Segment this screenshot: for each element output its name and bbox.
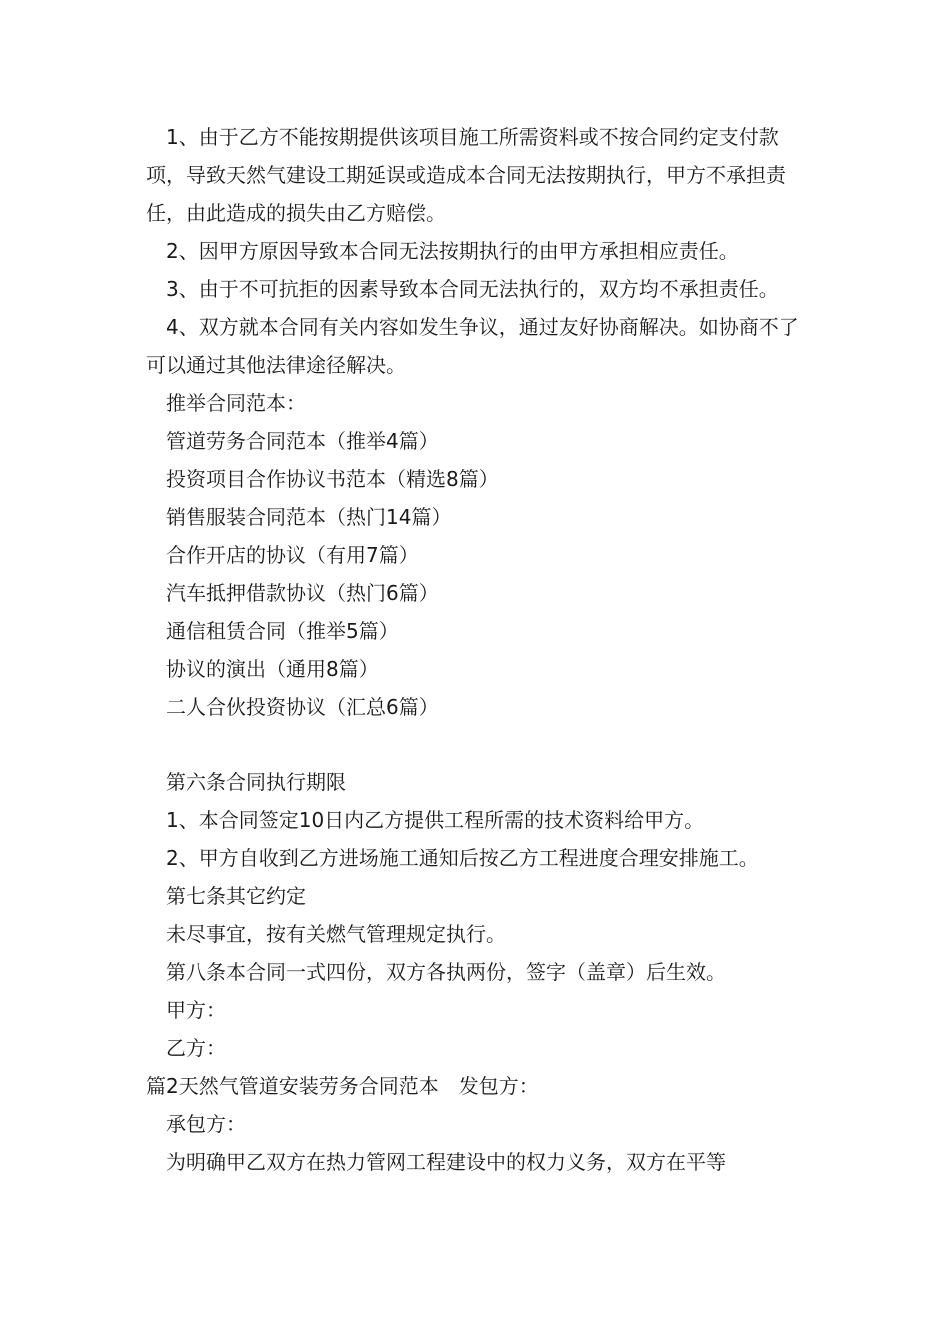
clause-3: 3、由于不可抗拒的因素导致本合同无法执行的，双方均不承担责任。 xyxy=(166,277,779,301)
party-b-signature: 乙方： xyxy=(166,1036,226,1060)
article-7-heading: 第七条其它约定 xyxy=(166,884,306,908)
recommend-link-2[interactable]: 投资项目合作协议书范本（精选8篇） xyxy=(166,467,499,491)
part-2-intro: 为明确甲乙双方在热力管网工程建设中的权力义务，双方在平等 xyxy=(166,1150,726,1174)
document-body xyxy=(146,118,810,1181)
blank-line xyxy=(146,726,810,763)
article-7-text: 未尽事宜，按有关燃气管理规定执行。 xyxy=(166,922,506,946)
recommend-heading: 推举合同范本： xyxy=(166,391,306,415)
clause-4: 4、双方就本合同有关内容如发生争议，通过友好协商解决。如协商不了可以通过其他法律途径解决。 xyxy=(146,315,799,377)
recommend-link-4[interactable]: 合作开店的协议（有用7篇） xyxy=(166,543,419,567)
recommend-link-5[interactable]: 汽车抵押借款协议（热门6篇） xyxy=(166,581,439,605)
article-6-heading: 第六条合同执行期限 xyxy=(166,770,346,794)
article-6-item-1: 1、本合同签定10日内乙方提供工程所需的技术资料给甲方。 xyxy=(166,808,705,832)
recommend-link-3[interactable]: 销售服装合同范本（热门14篇） xyxy=(166,505,452,529)
part-2-title: 篇2天然气管道安装劳务合同范本 发包方： xyxy=(146,1074,539,1098)
party-a-signature: 甲方： xyxy=(166,998,226,1022)
recommend-link-1[interactable]: 管道劳务合同范本（推举4篇） xyxy=(166,429,439,453)
article-6-item-2: 2、甲方自收到乙方进场施工通知后按乙方工程进度合理安排施工。 xyxy=(166,846,759,870)
contractor-label: 承包方： xyxy=(166,1112,246,1136)
recommend-link-6[interactable]: 通信租赁合同（推举5篇） xyxy=(166,619,399,643)
article-8-text: 第八条本合同一式四份，双方各执两份，签字（盖章）后生效。 xyxy=(166,960,726,984)
recommend-link-7[interactable]: 协议的演出（通用8篇） xyxy=(166,657,379,681)
clause-1: 1、由于乙方不能按期提供该项目施工所需资料或不按合同约定支付款项，导致天然气建设工期延误或造成本合同无法按期执行，甲方不承担责任，由此造成的损失由乙方赔偿。 xyxy=(146,125,786,225)
recommend-link-8[interactable]: 二人合伙投资协议（汇总6篇） xyxy=(166,695,439,719)
clause-2: 2、因甲方原因导致本合同无法按期执行的由甲方承担相应责任。 xyxy=(166,239,739,263)
